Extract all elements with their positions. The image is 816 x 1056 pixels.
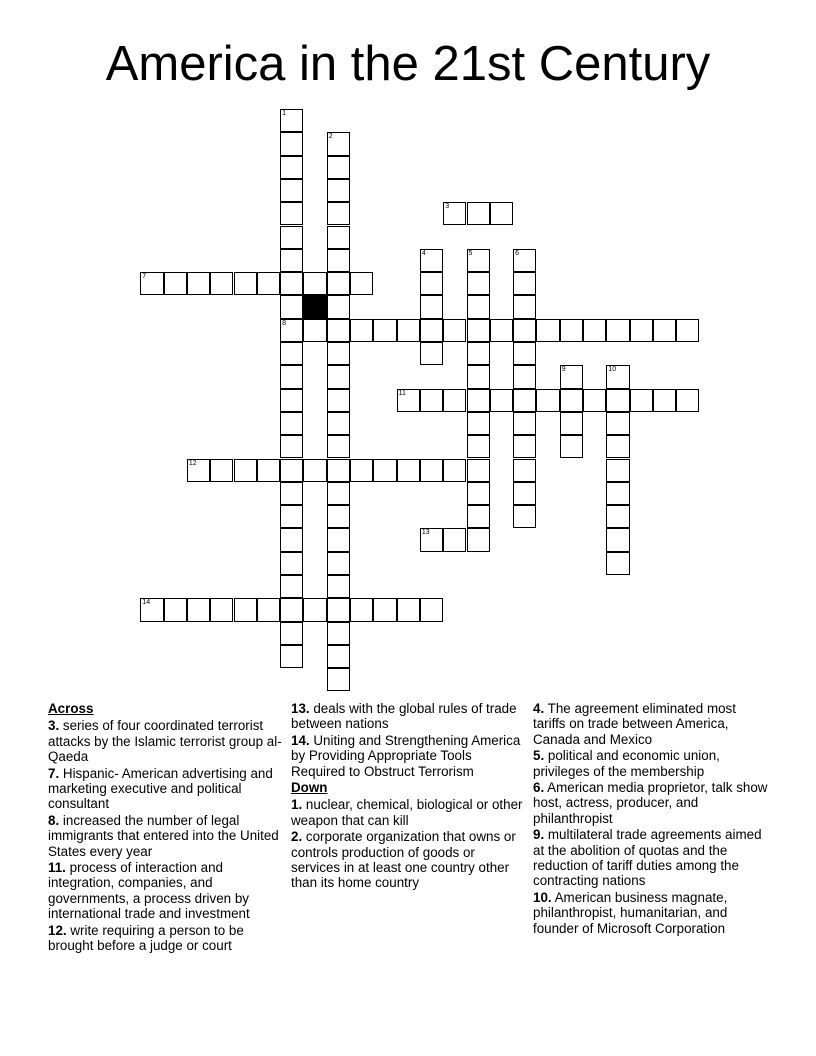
grid-cell[interactable]: [373, 459, 396, 482]
grid-cell[interactable]: [280, 528, 303, 551]
grid-cell[interactable]: [606, 482, 629, 505]
grid-cell[interactable]: [606, 505, 629, 528]
grid-cell[interactable]: [536, 389, 559, 412]
grid-cell[interactable]: [280, 295, 303, 318]
grid-cell[interactable]: [280, 342, 303, 365]
grid-cell[interactable]: [280, 319, 303, 342]
grid-cell[interactable]: [606, 552, 629, 575]
grid-cell[interactable]: [513, 482, 536, 505]
grid-cell[interactable]: [327, 319, 350, 342]
clue-column-3: [533, 701, 768, 937]
grid-cell[interactable]: [373, 598, 396, 621]
grid-cell[interactable]: [420, 319, 443, 342]
clue-down-10: 10. American business magnate, philanthropist, humanitarian, and founder of Microsoft Corporation: [533, 889, 728, 936]
grid-cell[interactable]: [140, 272, 163, 295]
grid-cell[interactable]: [467, 389, 490, 412]
grid-cell[interactable]: [187, 598, 210, 621]
grid-cell[interactable]: [280, 389, 303, 412]
grid-cell[interactable]: [443, 319, 466, 342]
grid-cell[interactable]: [280, 249, 303, 272]
grid-cell[interactable]: [467, 272, 490, 295]
grid-cell[interactable]: [257, 272, 280, 295]
grid-cell[interactable]: [187, 459, 210, 482]
grid-cell[interactable]: [420, 272, 443, 295]
grid-cell[interactable]: [187, 272, 210, 295]
clue-across-13: 13. deals with the global rules of trade between nations: [291, 701, 517, 732]
clue-number: 11: [398, 389, 406, 397]
grid-cell[interactable]: [420, 389, 443, 412]
grid-cell[interactable]: [280, 272, 303, 295]
grid-cell[interactable]: [140, 598, 163, 621]
grid-cell[interactable]: [350, 598, 373, 621]
grid-cell[interactable]: [280, 156, 303, 179]
clue-down-2: 2. corporate organization that owns or controls production of goods or services in at least one country other than its home country: [291, 829, 516, 891]
black-square: [303, 295, 326, 318]
grid-cell[interactable]: [234, 459, 257, 482]
grid-cell[interactable]: [467, 365, 490, 388]
grid-cell[interactable]: [513, 272, 536, 295]
grid-cell[interactable]: [467, 319, 490, 342]
grid-cell[interactable]: [676, 389, 699, 412]
grid-cell[interactable]: [280, 412, 303, 435]
grid-cell[interactable]: [327, 668, 350, 691]
grid-cell[interactable]: [420, 459, 443, 482]
grid-cell[interactable]: [327, 389, 350, 412]
grid-cell[interactable]: [467, 249, 490, 272]
grid-cell[interactable]: [443, 459, 466, 482]
grid-cell[interactable]: [420, 249, 443, 272]
grid-cell[interactable]: [467, 482, 490, 505]
grid-cell[interactable]: [164, 272, 187, 295]
down-heading: Down: [291, 780, 328, 796]
grid-cell[interactable]: [443, 202, 466, 225]
grid-cell[interactable]: [397, 319, 420, 342]
grid-cell[interactable]: [327, 459, 350, 482]
grid-cell[interactable]: [467, 505, 490, 528]
across-heading: Across: [48, 701, 94, 716]
grid-cell[interactable]: [606, 435, 629, 458]
grid-cell[interactable]: [467, 435, 490, 458]
grid-cell[interactable]: [606, 389, 629, 412]
grid-cell[interactable]: [467, 459, 490, 482]
grid-cell[interactable]: [350, 272, 373, 295]
grid-cell[interactable]: [397, 459, 420, 482]
grid-cell[interactable]: [560, 412, 583, 435]
clue-number: 13: [421, 529, 430, 537]
grid-cell[interactable]: [303, 459, 326, 482]
grid-cell[interactable]: [280, 459, 303, 482]
clue-down-4: 4. The agreement eliminated most tariffs on trade between America, Canada and Mexico: [533, 701, 736, 747]
grid-cell[interactable]: [327, 575, 350, 598]
grid-cell[interactable]: [280, 552, 303, 575]
puzzle-title: America in the 21st Century: [105, 37, 711, 91]
grid-cell[interactable]: [467, 528, 490, 551]
grid-cell[interactable]: [490, 202, 513, 225]
grid-cell[interactable]: [327, 412, 350, 435]
grid-cell[interactable]: [303, 319, 326, 342]
grid-cell[interactable]: [327, 552, 350, 575]
grid-cell[interactable]: [513, 319, 536, 342]
grid-cell[interactable]: [303, 598, 326, 621]
grid-cell[interactable]: [327, 622, 350, 645]
grid-cell[interactable]: [513, 412, 536, 435]
grid-cell[interactable]: [606, 365, 629, 388]
grid-cell[interactable]: [327, 365, 350, 388]
grid-cell[interactable]: [234, 272, 257, 295]
grid-cell[interactable]: [164, 598, 187, 621]
clue-number: 14: [142, 599, 151, 607]
grid-cell[interactable]: [653, 389, 676, 412]
grid-cell[interactable]: [513, 249, 536, 272]
grid-cell[interactable]: [513, 389, 536, 412]
grid-cell[interactable]: [630, 319, 653, 342]
clue-number: 8: [282, 319, 286, 327]
grid-cell[interactable]: [420, 295, 443, 318]
grid-cell[interactable]: [397, 389, 420, 412]
grid-cell[interactable]: [653, 319, 676, 342]
grid-cell[interactable]: [280, 202, 303, 225]
clue-across-11: 11. process of interaction and integration, companies, and governments, a process driven by international trade and investment: [48, 860, 250, 922]
clue-number: 4: [421, 249, 426, 257]
grid-cell[interactable]: [420, 598, 443, 621]
grid-cell[interactable]: [280, 179, 303, 202]
grid-cell[interactable]: [327, 272, 350, 295]
grid-cell[interactable]: [280, 132, 303, 155]
grid-cell[interactable]: [536, 319, 559, 342]
grid-cell[interactable]: [327, 598, 350, 621]
grid-cell[interactable]: [606, 412, 629, 435]
grid-cell[interactable]: [606, 319, 629, 342]
grid-cell[interactable]: [327, 528, 350, 551]
grid-cell[interactable]: [327, 156, 350, 179]
clue-down-1: 1. nuclear, chemical, biological or other weapon that can kill: [291, 797, 523, 828]
clue-down-9: 9. multilateral trade agreements aimed at the abolition of quotas and the reduction of tariff duties among the contracting nations: [533, 827, 762, 889]
clue-number: 7: [142, 273, 147, 281]
grid-cell[interactable]: [327, 202, 350, 225]
grid-cell[interactable]: [583, 389, 606, 412]
clue-down-5: 5. political and economic union, privileges of the membership: [533, 748, 720, 779]
grid-cell[interactable]: [210, 598, 233, 621]
grid-cell[interactable]: [327, 505, 350, 528]
grid-cell[interactable]: [327, 132, 350, 155]
grid-cell[interactable]: [280, 365, 303, 388]
grid-cell[interactable]: [350, 459, 373, 482]
grid-cell[interactable]: [443, 389, 466, 412]
grid-cell[interactable]: [513, 365, 536, 388]
grid-cell[interactable]: [257, 598, 280, 621]
grid-cell[interactable]: [257, 459, 280, 482]
grid-cell[interactable]: [490, 319, 513, 342]
clue-across-7: 7. Hispanic- American advertising and marketing executive and political consultant: [48, 765, 273, 812]
grid-cell[interactable]: [373, 319, 396, 342]
grid-cell[interactable]: [606, 528, 629, 551]
grid-cell[interactable]: [630, 389, 653, 412]
grid-cell[interactable]: [397, 598, 420, 621]
grid-cell[interactable]: [606, 459, 629, 482]
clue-number: 10: [608, 366, 617, 374]
clue-number: 5: [468, 249, 473, 257]
grid-cell[interactable]: [560, 319, 583, 342]
grid-cell[interactable]: [280, 505, 303, 528]
grid-cell[interactable]: [513, 505, 536, 528]
grid-cell[interactable]: [280, 435, 303, 458]
grid-cell[interactable]: [327, 179, 350, 202]
grid-cell[interactable]: [490, 389, 513, 412]
grid-cell[interactable]: [327, 435, 350, 458]
clue-across-8: 8. increased the number of legal immigrants that entered into the United States every year: [48, 812, 279, 859]
grid-cell[interactable]: [280, 598, 303, 621]
clue-number: 12: [188, 459, 197, 467]
grid-cell[interactable]: [443, 528, 466, 551]
grid-cell[interactable]: [676, 319, 699, 342]
clue-number: 1: [282, 110, 286, 117]
grid-cell[interactable]: [280, 575, 303, 598]
grid-cell[interactable]: [327, 249, 350, 272]
grid-cell[interactable]: [327, 645, 350, 668]
grid-cell[interactable]: [350, 319, 373, 342]
grid-cell[interactable]: [467, 202, 490, 225]
grid-cell[interactable]: [280, 482, 303, 505]
grid-cell[interactable]: [280, 645, 303, 668]
grid-cell[interactable]: [280, 622, 303, 645]
grid-cell[interactable]: [513, 295, 536, 318]
grid-cell[interactable]: [513, 342, 536, 365]
clue-across-3: 3. series of four coordinated terrorist attacks by the Islamic terrorist group al-Qaeda: [48, 718, 282, 765]
grid-cell[interactable]: [280, 109, 303, 132]
grid-cell[interactable]: [327, 226, 350, 249]
grid-cell[interactable]: [420, 342, 443, 365]
grid-cell[interactable]: [513, 435, 536, 458]
grid-cell[interactable]: [327, 482, 350, 505]
clue-column-1: [48, 701, 283, 955]
clue-number: 2: [328, 133, 333, 141]
grid-cell[interactable]: [583, 319, 606, 342]
grid-cell[interactable]: [420, 528, 443, 551]
grid-cell[interactable]: [467, 342, 490, 365]
clue-column-2: [291, 701, 526, 892]
grid-cell[interactable]: [210, 459, 233, 482]
grid-cell[interactable]: [560, 435, 583, 458]
clue-across-14: 14. Uniting and Strengthening America by Providing Appropriate Tools Required to Obstruct Terrorism: [291, 732, 521, 779]
grid-cell[interactable]: [303, 272, 326, 295]
grid-cell[interactable]: [513, 459, 536, 482]
grid-cell[interactable]: [467, 295, 490, 318]
clue-down-6: 6. American media proprietor, talk show host, actress, producer, and philanthropist: [533, 780, 768, 826]
grid-cell[interactable]: [467, 412, 490, 435]
clue-number: 6: [515, 249, 519, 257]
grid-cell[interactable]: [327, 342, 350, 365]
grid-cell[interactable]: [234, 598, 257, 621]
clue-across-12: 12. write requiring a person to be brought before a judge or court: [48, 922, 244, 954]
clue-number: 3: [445, 203, 450, 211]
grid-cell[interactable]: [210, 272, 233, 295]
grid-cell[interactable]: [327, 295, 350, 318]
grid-cell[interactable]: [280, 226, 303, 249]
clue-number: 9: [561, 366, 566, 374]
grid-cell[interactable]: [560, 365, 583, 388]
grid-cell[interactable]: [560, 389, 583, 412]
